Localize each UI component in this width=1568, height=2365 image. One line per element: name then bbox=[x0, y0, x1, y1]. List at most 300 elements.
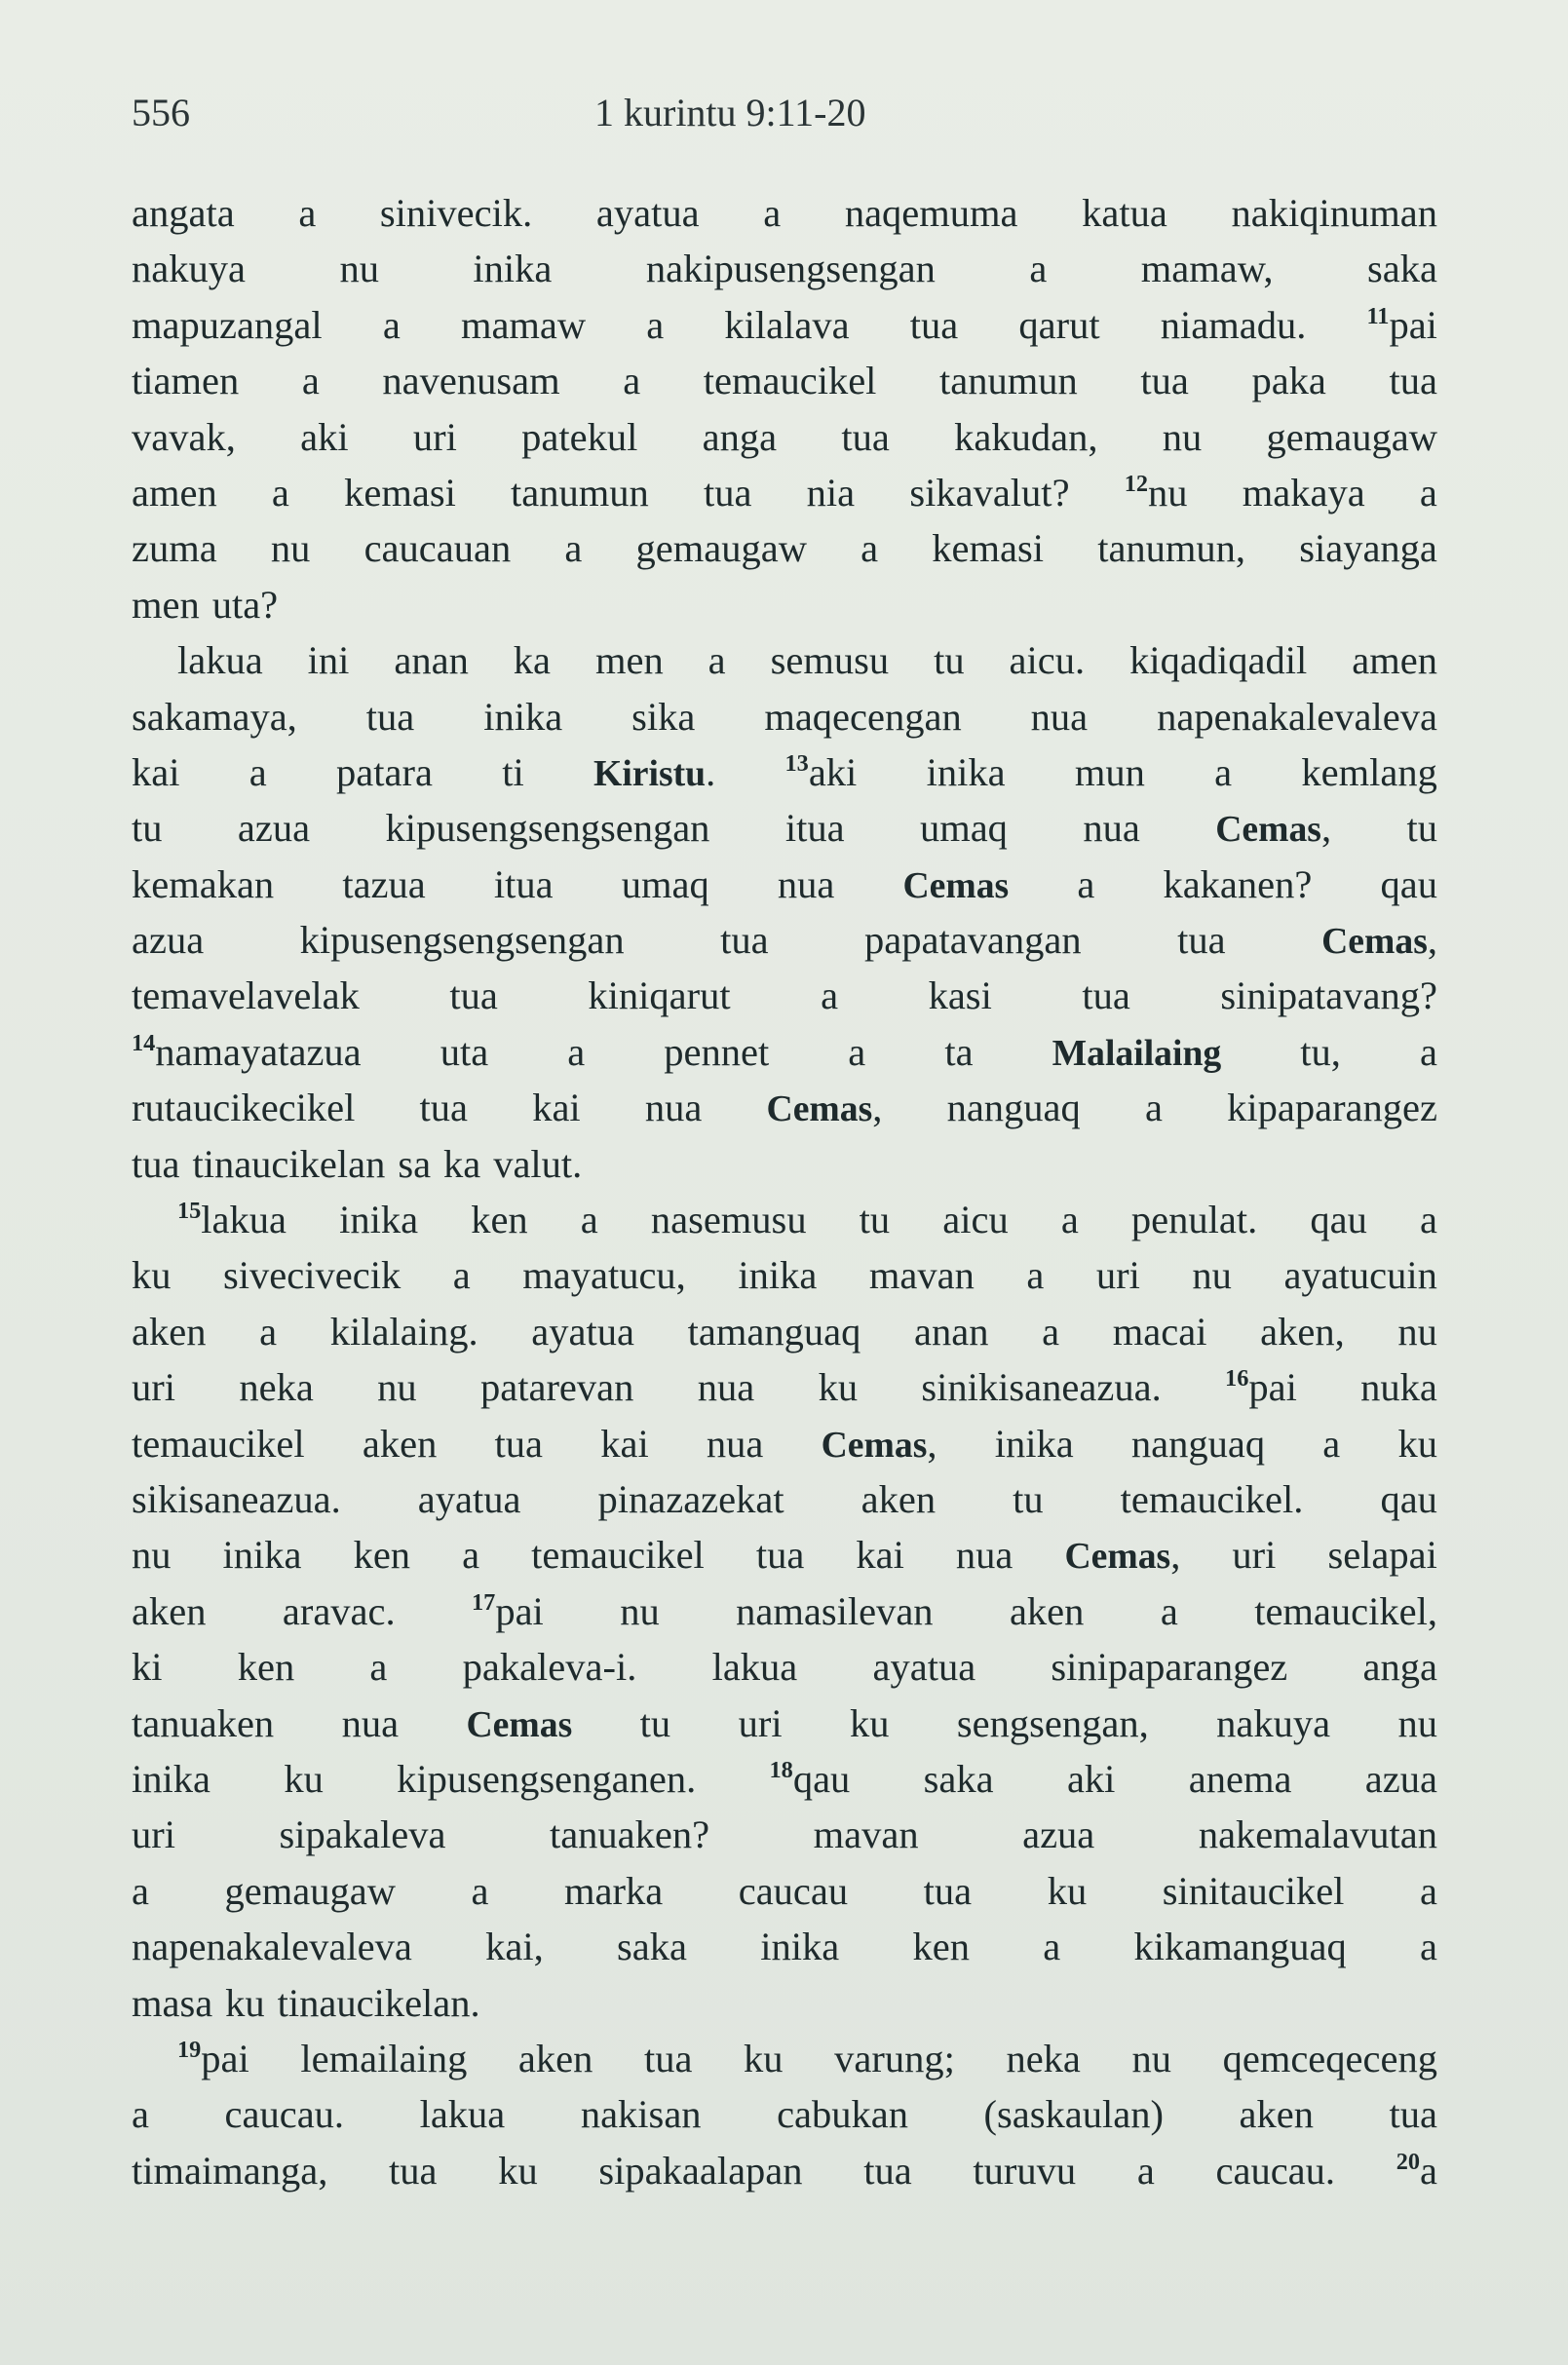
text-line bbox=[132, 185, 1437, 241]
word: a bbox=[1419, 1029, 1437, 1074]
word: aravac. bbox=[282, 1588, 396, 1633]
word: nu bbox=[1192, 1253, 1232, 1298]
word: nakuya bbox=[1216, 1700, 1331, 1745]
word: nu bbox=[1162, 414, 1203, 459]
text-line bbox=[132, 1807, 1437, 1862]
word: tu bbox=[859, 1198, 891, 1242]
word: inika bbox=[132, 1756, 210, 1801]
word: mamaw, bbox=[1140, 247, 1274, 291]
text-line bbox=[132, 409, 1437, 465]
word: kipusengsenganen. bbox=[397, 1756, 697, 1801]
word: namasilevan bbox=[736, 1588, 934, 1633]
word: $^{18}$qau bbox=[769, 1756, 851, 1801]
word: sikisaneazua. bbox=[132, 1476, 341, 1521]
word: inika bbox=[994, 1421, 1074, 1466]
word: a bbox=[259, 1309, 278, 1354]
word: nakemalavutan bbox=[1198, 1812, 1437, 1857]
word: lakua bbox=[419, 2092, 506, 2137]
word: Cemas, bbox=[1064, 1533, 1181, 1578]
word: cabukan bbox=[777, 2092, 909, 2137]
word: a bbox=[1419, 470, 1437, 515]
text-line bbox=[132, 241, 1437, 296]
word: uri bbox=[132, 1365, 175, 1410]
word: kai, bbox=[485, 1925, 544, 1969]
word: sinipatavang? bbox=[1220, 973, 1437, 1018]
word: kipusengsengsengan bbox=[385, 806, 710, 851]
word: men bbox=[594, 638, 664, 683]
word: a bbox=[271, 470, 289, 515]
word: inika bbox=[926, 749, 1006, 794]
word: azua bbox=[1364, 1756, 1437, 1801]
word: nu bbox=[620, 1588, 660, 1633]
word: ayatua bbox=[531, 1309, 634, 1354]
word: anga bbox=[1362, 1645, 1437, 1690]
word: mapuzangal bbox=[132, 302, 323, 347]
word: tua bbox=[1389, 359, 1437, 403]
word: $^{16}$pai bbox=[1225, 1365, 1297, 1410]
word: ta bbox=[944, 1029, 974, 1074]
word: pennet bbox=[664, 1029, 770, 1074]
word: ku bbox=[818, 1365, 859, 1410]
word: temaucikel. bbox=[1120, 1476, 1304, 1521]
word: a bbox=[1420, 1925, 1437, 1969]
word: a bbox=[860, 526, 879, 571]
text-line bbox=[132, 1024, 1437, 1080]
word: neka bbox=[1006, 2036, 1081, 2080]
word: vavak, bbox=[132, 414, 236, 459]
word: a bbox=[580, 1198, 598, 1242]
word: a bbox=[1136, 2148, 1155, 2193]
word: $^{12}$nu bbox=[1124, 470, 1188, 515]
page-header bbox=[132, 90, 1437, 148]
word: kikamanguaq bbox=[1133, 1925, 1347, 1969]
word: ken bbox=[353, 1533, 411, 1578]
word: nakipusengsengan bbox=[645, 247, 936, 291]
word: tazua bbox=[342, 861, 426, 906]
word: makaya bbox=[1242, 470, 1365, 515]
word: tanuaken? bbox=[549, 1812, 710, 1857]
word: uri bbox=[1232, 1533, 1277, 1578]
word: a bbox=[471, 1868, 489, 1913]
word: varung; bbox=[834, 2036, 955, 2080]
word: ayatua bbox=[417, 1476, 521, 1521]
word: kakudan, bbox=[954, 414, 1098, 459]
word: kipusengsengsengan bbox=[299, 918, 625, 963]
word: Cemas, bbox=[766, 1086, 883, 1130]
word: ken bbox=[237, 1645, 295, 1690]
text-line bbox=[132, 353, 1437, 408]
word: ku bbox=[744, 2036, 784, 2080]
text-line bbox=[132, 1416, 1437, 1471]
word: ka bbox=[443, 1141, 481, 1186]
text-line bbox=[132, 912, 1437, 968]
verse-number: 16 bbox=[1225, 1365, 1249, 1392]
word: nakiqinuman bbox=[1231, 191, 1437, 235]
word: tua bbox=[643, 2036, 693, 2080]
word: Cemas bbox=[466, 1703, 573, 1745]
word: ku bbox=[225, 1980, 265, 2025]
word: qemceqeceng bbox=[1222, 2036, 1437, 2080]
text-line bbox=[132, 465, 1437, 520]
word: angata bbox=[132, 191, 235, 235]
word: tu bbox=[1013, 1476, 1044, 1521]
word: kipaparangez bbox=[1227, 1086, 1437, 1130]
word: saka bbox=[616, 1925, 687, 1969]
word: aken bbox=[132, 1588, 207, 1633]
word: a bbox=[848, 1029, 866, 1074]
word: anga bbox=[702, 414, 778, 459]
word: kemakan bbox=[132, 861, 275, 906]
word: valut. bbox=[493, 1141, 583, 1186]
word: inika bbox=[483, 694, 563, 739]
word: $^{14}$namayatazua bbox=[132, 1029, 362, 1074]
word: kemlang bbox=[1301, 749, 1437, 794]
word: nu bbox=[132, 1533, 172, 1578]
word: Kiristu. bbox=[593, 749, 716, 794]
word: inika bbox=[473, 247, 553, 291]
text-line bbox=[132, 1192, 1437, 1247]
word: nanguaq bbox=[946, 1086, 1081, 1130]
word: aken bbox=[1009, 1588, 1085, 1633]
word: lakua bbox=[711, 1645, 798, 1690]
word: kakanen? bbox=[1163, 861, 1313, 906]
word: a bbox=[249, 749, 267, 794]
word: niamadu. bbox=[1160, 302, 1307, 347]
word: $^{20}$a bbox=[1396, 2148, 1437, 2193]
word: aken bbox=[860, 1476, 937, 1521]
word: tua bbox=[923, 1868, 973, 1913]
word: tinaucikelan. bbox=[277, 1980, 480, 2025]
word: navenusam bbox=[382, 359, 560, 403]
word: katua bbox=[1082, 191, 1167, 235]
word: a bbox=[1077, 861, 1095, 906]
word: uri bbox=[412, 414, 457, 459]
word: a bbox=[298, 191, 317, 235]
text-line bbox=[132, 1919, 1437, 1974]
body-text bbox=[132, 185, 1437, 2198]
word: a bbox=[452, 1253, 471, 1298]
word: a bbox=[301, 359, 320, 403]
text-line bbox=[132, 2086, 1437, 2142]
word: ayatucuin bbox=[1283, 1253, 1437, 1298]
verse-number: 11 bbox=[1366, 302, 1390, 329]
word: a bbox=[1419, 1198, 1437, 1242]
word: anan bbox=[394, 638, 469, 683]
word: nu bbox=[1397, 1309, 1437, 1354]
word: marka bbox=[564, 1868, 664, 1913]
word: qau bbox=[1380, 861, 1437, 906]
word: zuma bbox=[132, 526, 217, 571]
word: ku bbox=[849, 1700, 890, 1745]
text-line bbox=[132, 1863, 1437, 1919]
word: nu bbox=[377, 1365, 417, 1410]
word: tanuaken bbox=[132, 1700, 275, 1745]
word: tanumun, bbox=[1097, 526, 1246, 571]
word: pinazazekat bbox=[597, 1476, 784, 1521]
word: papatavangan bbox=[864, 918, 1082, 963]
verse-number: 15 bbox=[177, 1197, 202, 1224]
word: tu bbox=[934, 638, 965, 683]
word: sinivecik. bbox=[379, 191, 533, 235]
word: uri bbox=[132, 1812, 175, 1857]
word: a bbox=[462, 1533, 480, 1578]
word: kemasi bbox=[344, 470, 456, 515]
word: uri bbox=[738, 1700, 783, 1745]
word: a bbox=[369, 1645, 388, 1690]
text-line bbox=[132, 744, 1437, 800]
text-line bbox=[132, 1359, 1437, 1415]
word: $^{13}$aki bbox=[784, 749, 858, 794]
word: naqemuma bbox=[844, 191, 1018, 235]
text-line bbox=[132, 1696, 1437, 1751]
word: (saskaulan) bbox=[983, 2092, 1164, 2137]
word: a bbox=[1042, 1309, 1060, 1354]
word: a bbox=[1214, 749, 1233, 794]
text-line bbox=[132, 1247, 1437, 1303]
word: kai bbox=[532, 1086, 581, 1130]
word: nuka bbox=[1360, 1365, 1437, 1410]
word: kemasi bbox=[932, 526, 1045, 571]
word: $^{15}$lakua bbox=[177, 1197, 287, 1242]
word: uta? bbox=[211, 582, 279, 627]
word: a bbox=[1029, 247, 1048, 291]
word: nua bbox=[1030, 694, 1089, 739]
word: tua bbox=[449, 973, 498, 1018]
text-line bbox=[132, 1304, 1437, 1359]
word: qau bbox=[1380, 1476, 1437, 1521]
word: temaucikel bbox=[531, 1533, 705, 1578]
word: ti bbox=[502, 749, 524, 794]
text-line bbox=[132, 689, 1437, 744]
word: patarevan bbox=[479, 1365, 634, 1410]
word: mavan bbox=[813, 1812, 919, 1857]
word: ku bbox=[284, 1756, 324, 1801]
word: aki bbox=[300, 414, 349, 459]
text-line bbox=[132, 1975, 1437, 2031]
word: gemaugaw bbox=[635, 526, 807, 571]
text-line bbox=[132, 1751, 1437, 1807]
word: Cemas, bbox=[1321, 918, 1437, 963]
word: ku bbox=[1047, 1868, 1088, 1913]
word: paka bbox=[1251, 359, 1326, 403]
word: sika bbox=[631, 694, 696, 739]
word: sengsengan, bbox=[956, 1700, 1149, 1745]
word: sinikisaneazua. bbox=[921, 1365, 1162, 1410]
text-line bbox=[132, 520, 1437, 576]
word: tiamen bbox=[132, 359, 240, 403]
word: a bbox=[567, 1029, 586, 1074]
word: aken bbox=[132, 1309, 207, 1354]
word: turuvu bbox=[973, 2148, 1077, 2193]
text-line bbox=[132, 800, 1437, 856]
word: sinipaparangez bbox=[1051, 1645, 1288, 1690]
word: tua bbox=[1140, 359, 1189, 403]
verse-number: 18 bbox=[769, 1756, 793, 1783]
text-line bbox=[132, 1527, 1437, 1583]
word: sipakaalapan bbox=[598, 2148, 803, 2193]
word: lakua bbox=[177, 638, 263, 683]
word: tua bbox=[1082, 973, 1130, 1018]
word: kai bbox=[132, 749, 180, 794]
verse-number: 19 bbox=[177, 2036, 202, 2063]
text-line bbox=[132, 968, 1437, 1023]
word: Cemas bbox=[902, 864, 1010, 906]
word: a bbox=[564, 526, 583, 571]
word: tua bbox=[720, 918, 769, 963]
word: tua bbox=[365, 694, 415, 739]
verse-number: 12 bbox=[1124, 470, 1149, 497]
word: $^{19}$pai bbox=[177, 2036, 249, 2080]
word: temavelavelak bbox=[132, 973, 360, 1018]
word: gemaugaw bbox=[1266, 414, 1437, 459]
word: anan bbox=[914, 1309, 989, 1354]
word: ka bbox=[513, 638, 552, 683]
word: nasemusu bbox=[650, 1198, 807, 1242]
word: nua bbox=[341, 1700, 400, 1745]
word: aicu. bbox=[1009, 638, 1086, 683]
word: nua bbox=[955, 1533, 1013, 1578]
word: tua bbox=[1177, 918, 1226, 963]
word: tua bbox=[419, 1086, 469, 1130]
word: nua bbox=[1083, 806, 1140, 851]
word: azua bbox=[1022, 1812, 1095, 1857]
word: tanumun bbox=[939, 359, 1078, 403]
word: sa bbox=[398, 1141, 432, 1186]
word: a bbox=[132, 2092, 149, 2137]
word: sakamaya, bbox=[132, 694, 297, 739]
word: ku bbox=[132, 1253, 172, 1298]
word: caucau. bbox=[1215, 2148, 1336, 2193]
text-line bbox=[132, 1080, 1437, 1135]
text-line bbox=[132, 1136, 1437, 1192]
word: sivecivecik bbox=[223, 1253, 402, 1298]
word: inika bbox=[222, 1533, 302, 1578]
word: masa bbox=[132, 1980, 213, 2025]
word: mavan bbox=[868, 1253, 975, 1298]
word: caucau bbox=[738, 1868, 849, 1913]
word: napenakalevaleva bbox=[1157, 694, 1437, 739]
word: a bbox=[1144, 1086, 1163, 1130]
word: aken bbox=[362, 1421, 438, 1466]
running-head: 1 kurintu 9:11-20 bbox=[594, 91, 866, 134]
word: macai bbox=[1112, 1309, 1207, 1354]
word: tu bbox=[1406, 806, 1437, 851]
word: a bbox=[646, 302, 665, 347]
word: ku bbox=[498, 2148, 538, 2193]
word: tua bbox=[1389, 2092, 1437, 2137]
word: kai bbox=[856, 1533, 904, 1578]
word: a bbox=[1060, 1198, 1079, 1242]
word: $^{17}$pai bbox=[472, 1588, 544, 1633]
text-line bbox=[132, 2031, 1437, 2086]
word: uri bbox=[1095, 1253, 1140, 1298]
word: nakisan bbox=[580, 2092, 702, 2137]
word: ku bbox=[1397, 1421, 1437, 1466]
word: ini bbox=[307, 638, 350, 683]
word: a bbox=[1160, 1588, 1178, 1633]
text-line bbox=[132, 1639, 1437, 1695]
word: tua bbox=[755, 1533, 805, 1578]
word: tamanguaq bbox=[687, 1309, 861, 1354]
text-line bbox=[132, 632, 1437, 688]
word: tua bbox=[703, 470, 752, 515]
word: ki bbox=[132, 1645, 163, 1690]
word: saka bbox=[923, 1756, 994, 1801]
word: temaucikel bbox=[703, 359, 877, 403]
word: tanumun bbox=[511, 470, 649, 515]
word: caucau. bbox=[224, 2092, 345, 2137]
text-line bbox=[132, 1471, 1437, 1527]
word: aki bbox=[1066, 1756, 1116, 1801]
word: a bbox=[821, 973, 839, 1018]
word: a bbox=[1322, 1421, 1341, 1466]
word: penulat. bbox=[1130, 1198, 1258, 1242]
word: anema bbox=[1188, 1756, 1292, 1801]
word: itua bbox=[784, 806, 845, 851]
word: a bbox=[708, 638, 726, 683]
word: kiqadiqadil bbox=[1129, 638, 1308, 683]
text-line bbox=[132, 577, 1437, 632]
word: maqecengan bbox=[764, 694, 962, 739]
word: tu, bbox=[1300, 1029, 1341, 1074]
word: aken bbox=[517, 2036, 593, 2080]
word: ayatua bbox=[872, 1645, 976, 1690]
word: lemailaing bbox=[300, 2036, 468, 2080]
word: tinaucikelan bbox=[192, 1141, 386, 1186]
word: uta bbox=[440, 1029, 489, 1074]
word: tua bbox=[389, 2148, 438, 2193]
word: kilalaing. bbox=[329, 1309, 478, 1354]
word: a bbox=[763, 191, 782, 235]
word: sinitaucikel bbox=[1162, 1868, 1345, 1913]
word: a bbox=[1419, 1868, 1437, 1913]
word: qau bbox=[1310, 1198, 1367, 1242]
word: nu bbox=[339, 247, 379, 291]
word: kai bbox=[600, 1421, 649, 1466]
word: Cemas, bbox=[1215, 806, 1332, 851]
word: kiniqarut bbox=[588, 973, 731, 1018]
word: mayatucu, bbox=[522, 1253, 686, 1298]
word: patara bbox=[336, 749, 433, 794]
word: aken, bbox=[1260, 1309, 1345, 1354]
word: qarut bbox=[1018, 302, 1100, 347]
word: nua bbox=[706, 1421, 764, 1466]
word: nakuya bbox=[132, 247, 246, 291]
word: nu bbox=[270, 526, 311, 571]
word: a bbox=[623, 359, 641, 403]
word: tu bbox=[639, 1700, 671, 1745]
word: nia bbox=[806, 470, 856, 515]
word: nu bbox=[1131, 2036, 1171, 2080]
text-line bbox=[132, 297, 1437, 353]
verse-number: 13 bbox=[784, 749, 809, 777]
verse-number: 17 bbox=[472, 1588, 496, 1616]
word: nua bbox=[777, 861, 835, 906]
word: nu bbox=[1397, 1700, 1437, 1745]
word: umaq bbox=[621, 861, 709, 906]
word: nua bbox=[697, 1365, 755, 1410]
word: umaq bbox=[919, 806, 1008, 851]
text-line bbox=[132, 857, 1437, 912]
word: semusu bbox=[770, 638, 890, 683]
word: sikavalut? bbox=[909, 470, 1070, 515]
word: tu bbox=[132, 806, 163, 851]
text-line bbox=[132, 1583, 1437, 1639]
text-line bbox=[132, 2143, 1437, 2198]
word: ayatua bbox=[595, 191, 700, 235]
word: saka bbox=[1366, 247, 1437, 291]
word: amen bbox=[1352, 638, 1437, 683]
